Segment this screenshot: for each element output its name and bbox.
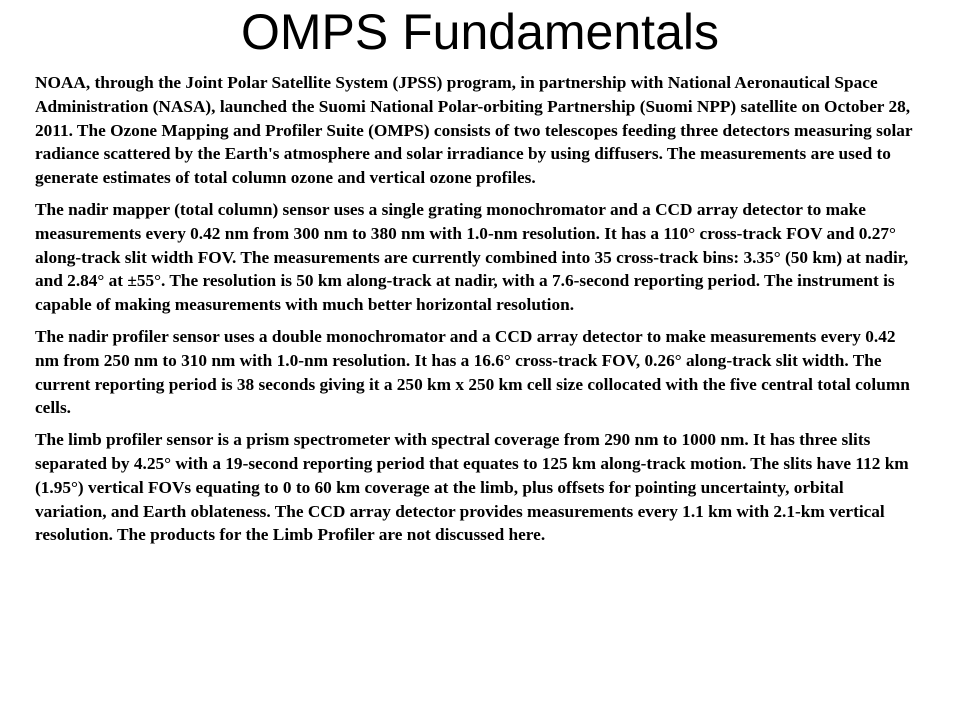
paragraph-limb-profiler: The limb profiler sensor is a prism spectrometer with spectral coverage from 290 nm to 1000 nm. It has three slits separated by 4.25° with a 19-second reporting period that equates to 125 km along-track motion. The slits have 112 km (1.95°) vertical FOVs equating to 0 to 60 km coverage at the limb, plus offsets for pointing uncertainty, orbital variation, and Earth oblateness. The CCD array detector provides measurements every 1.1 km with 2.1-km vertical resolution. The products for the Limb Profiler are not discussed here. — [35, 430, 909, 545]
paragraph-nadir-mapper: The nadir mapper (total column) sensor uses a single grating monochromator and a CCD array detector to make measurements every 0.42 nm from 300 nm to 380 nm with 1.0-nm resolution. It has a 110° cross-track FOV and 0.27° along-track slit width FOV. The measurements are currently combined into 35 cross-track bins: 3.35° (50 km) at nadir, and 2.84° at ±55°. The resolution is 50 km along-track at nadir, with a 7.6-second reporting period. The instrument is capable of making measurements with much better horizontal resolution. — [35, 199, 909, 315]
slide-title: OMPS Fundamentals — [241, 4, 719, 60]
paragraph-nadir-profiler: The nadir profiler sensor uses a double monochromator and a CCD array detector to make measurements every 0.42 nm from 250 nm to 310 nm with 1.0-nm resolution. It has a 16.6° cross-track FOV, 0.26° along-track slit width. The current reporting period is 38 seconds giving it a 250 km x 250 km cell size collocated with the five central total column cells. — [35, 326, 910, 418]
slide-body — [35, 71, 915, 555]
paragraph-overview: NOAA, through the Joint Polar Satellite System (JPSS) program, in partnership with National Aeronautical Space Administration (NASA), launched the Suomi National Polar-orbiting Partnership (Suomi NPP) satellite on October 28, 2011. The Ozone Mapping and Profiler Suite (OMPS) consists of two telescopes feeding three detectors measuring solar radiance scattered by the Earth's atmosphere and solar irradiance by using diffusers. The measurements are used to generate estimates of total column ozone and vertical ozone profiles. — [35, 73, 913, 188]
